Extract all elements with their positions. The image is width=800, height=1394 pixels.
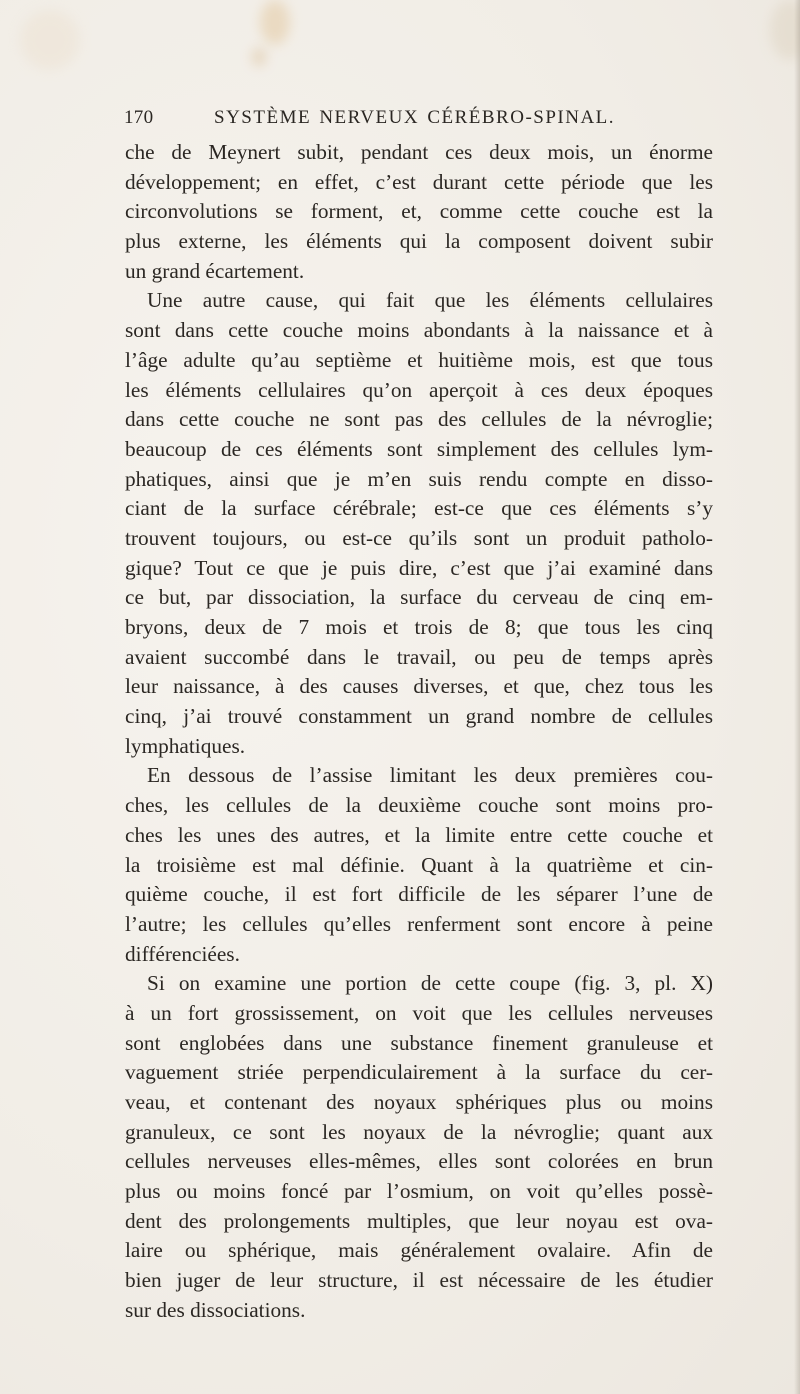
text-line: à un fort grossissement, on voit que les cellules nerveuses xyxy=(125,1000,713,1025)
text-line: plus externe, les éléments qui la composent doivent subir xyxy=(125,229,713,254)
text-line: trouvent toujours, ou est-ce qu’ils sont un produit patholo- xyxy=(125,525,713,550)
page-number: 170 xyxy=(124,107,154,128)
text-line: l’autre; les cellules qu’elles renferment sont encore à peine xyxy=(125,911,713,936)
text-line: cinq, j’ai trouvé constamment un grand nombre de cellules xyxy=(125,704,713,729)
text-line: gique? Tout ce que je puis dire, c’est que j’ai examiné dans xyxy=(125,555,713,580)
text-line: lymphatiques. xyxy=(125,733,246,758)
text-line: sont englobées dans une substance finement granuleuse et xyxy=(125,1030,713,1055)
running-title: SYSTÈME NERVEUX CÉRÉBRO-SPINAL. xyxy=(214,107,616,128)
text-line: dent des prolongements multiples, que leur noyau est ova- xyxy=(125,1208,713,1233)
text-line: sont dans cette couche moins abondants à la naissance et à xyxy=(125,318,713,343)
text-line: ciant de la surface cérébrale; est-ce que ces éléments s’y xyxy=(125,496,713,521)
text-line: Une autre cause, qui fait que les éléments cellulaires xyxy=(147,288,713,313)
text-line: phatiques, ainsi que je m’en suis rendu compte en disso- xyxy=(125,466,713,491)
text-line: Si on examine une portion de cette coupe (fig. 3, pl. X) xyxy=(147,971,713,996)
page-edge-shadow xyxy=(794,0,800,1394)
text-line: l’âge adulte qu’au septième et huitième mois, est que tous xyxy=(125,347,713,372)
text-line: ches, les cellules de la deuxième couche sont moins pro- xyxy=(125,793,713,818)
text-line: leur naissance, à des causes diverses, et que, chez tous les xyxy=(125,674,713,699)
text-line: quième couche, il est fort difficile de les séparer l’une de xyxy=(125,882,713,907)
text-line: cellules nerveuses elles-mêmes, elles sont colorées en brun xyxy=(125,1149,713,1174)
text-line: beaucoup de ces éléments sont simplement des cellules lym- xyxy=(125,436,713,461)
text-line: granuleux, ce sont les noyaux de la névroglie; quant aux xyxy=(125,1119,713,1144)
text-line: sur des dissociations. xyxy=(125,1297,306,1322)
text-line: la troisième est mal définie. Quant à la quatrième et cin- xyxy=(125,852,713,877)
paper-stain xyxy=(20,10,80,70)
text-line: ches les unes des autres, et la limite entre cette couche et xyxy=(125,822,713,847)
running-header xyxy=(124,107,716,131)
text-line: vaguement striée perpendiculairement à la surface du cer- xyxy=(125,1060,713,1085)
text-line: développement; en effet, c’est durant cette période que les xyxy=(125,169,713,194)
body-text xyxy=(125,138,713,1326)
text-line: bryons, deux de 7 mois et trois de 8; que tous les cinq xyxy=(125,615,713,639)
text-line: avaient succombé dans le travail, ou peu de temps après xyxy=(125,644,713,669)
text-line: En dessous de l’assise limitant les deux premières cou- xyxy=(147,763,713,788)
text-line: différenciées. xyxy=(125,941,240,966)
paper-stain xyxy=(260,0,290,45)
text-line: circonvolutions se forment, et, comme cette couche est la xyxy=(125,199,713,224)
text-line: veau, et contenant des noyaux sphériques plus ou moins xyxy=(125,1090,713,1114)
text-line: bien juger de leur structure, il est nécessaire de les étudier xyxy=(125,1268,713,1293)
text-line: plus ou moins foncé par l’osmium, on voit qu’elles possè- xyxy=(125,1179,713,1204)
text-line: un grand écartement. xyxy=(125,258,305,283)
text-line: laire ou sphérique, mais généralement ovalaire. Afin de xyxy=(125,1238,713,1263)
text-line: ce but, par dissociation, la surface du cerveau de cinq em- xyxy=(125,585,713,610)
text-line: les éléments cellulaires qu’on aperçoit à ces deux époques xyxy=(125,377,713,402)
paper-stain xyxy=(252,48,266,66)
text-line: dans cette couche ne sont pas des cellules de la névroglie; xyxy=(125,407,713,432)
text-line: che de Meynert subit, pendant ces deux mois, un énorme xyxy=(125,140,713,164)
